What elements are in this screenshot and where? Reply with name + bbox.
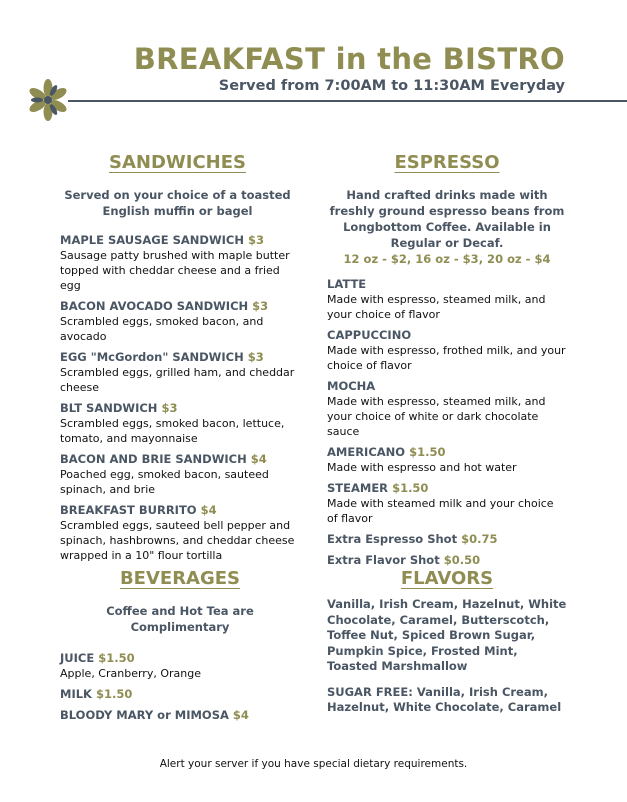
item-price: $3 [252,299,269,313]
dietary-note: Alert your server if you have special dietary requirements. [159,758,468,770]
item-name-text: MAPLE SAUSAGE SANDWICH [60,233,244,247]
menu-item-name [60,350,295,365]
menu-item-name [327,328,567,343]
flavor-list: Vanilla, Irish Cream, Hazelnut, White Chocolate, Caramel, Butterscotch, Toffee Nut, Spiced Brown Sugar, Pumpkin Spice, Frosted Mint, Toasted Marshmallow [327,597,567,673]
espresso-list [327,277,567,568]
item-name-text: BACON AVOCADO SANDWICH [60,299,249,313]
item-name-text: AMERICANO [327,445,406,459]
menu-item-name [60,452,295,467]
menu-item-name [327,379,567,394]
item-name-text: BLOODY MARY or MIMOSA [60,708,229,722]
item-name-text: CAPPUCCINO [327,328,412,342]
item-name-text: BLT SANDWICH [60,401,158,415]
item-price: $1.50 [95,687,133,701]
item-description: Sausage patty brushed with maple butter topped with cheddar cheese and a fried egg [60,249,290,292]
item-description: Scrambled eggs, smoked bacon, lettuce, tomato, and mayonnaise [60,417,285,445]
section-title: ESPRESSO [394,152,500,173]
menu-item [327,379,567,439]
menu-item-name [60,299,295,314]
beverage-list [60,651,300,723]
menu-item [60,651,300,681]
header-divider [68,100,627,102]
menu-item [60,687,300,702]
item-price: $3 [248,233,265,247]
item-name-text: STEAMER [327,481,389,495]
menu-title: BREAKFAST in the BISTRO [133,42,565,76]
menu-item [327,445,567,475]
item-price: $1.50 [98,651,135,665]
menu-hours: Served from 7:00AM to 11:30AM Everyday [218,78,565,94]
item-name-text: BREAKFAST BURRITO [60,503,197,517]
menu-item-name [60,233,295,248]
item-name-text: JUICE [60,651,95,665]
menu-item [60,233,295,293]
item-name-text: LATTE [327,277,367,291]
section-title: FLAVORS [400,568,494,589]
item-name-text: BACON AND BRIE SANDWICH [60,452,247,466]
item-price: $0.50 [443,553,481,567]
menu-item [60,503,295,563]
menu-item-name [60,503,295,518]
menu-item-name [60,708,300,723]
menu-item [60,452,295,497]
item-name-text: Extra Espresso Shot [327,532,458,546]
item-price: $3 [161,401,178,415]
menu-item [327,328,567,373]
section-title: BEVERAGES [119,568,241,589]
menu-item [327,532,567,547]
menu-item [60,708,300,723]
item-description: Scrambled eggs, grilled ham, and cheddar cheese [60,366,295,394]
menu-item-name [327,532,567,547]
flower-logo-icon [26,78,70,122]
menu-item [60,299,295,344]
item-description: Scrambled eggs, smoked bacon, and avocado [60,315,264,343]
sandwiches-section [60,152,295,569]
menu-item [327,277,567,322]
menu-item-name [327,553,567,568]
section-intro [327,187,567,267]
item-name-text: EGG "McGordon" SANDWICH [60,350,244,364]
section-intro: Served on your choice of a toasted English muffin or bagel [64,188,291,218]
section-intro: Coffee and Hot Tea are Complimentary [106,604,254,634]
item-price: $1.50 [392,481,429,495]
item-description: Made with espresso and hot water [327,461,517,474]
espresso-intro-text: Hand crafted drinks made with freshly ground espresso beans from Longbottom Coffee. Available in Regular or Decaf. [329,188,565,250]
espresso-section [327,152,567,574]
menu-item-name [327,445,567,460]
item-price: $3 [247,350,264,364]
menu-item-name [60,687,300,702]
menu-item [327,481,567,526]
item-price: $0.75 [461,532,498,546]
item-price: $4 [200,503,217,517]
item-price: $4 [232,708,249,722]
flavors-section [327,568,567,726]
menu-item [60,350,295,395]
item-description: Made with espresso, steamed milk, and your choice of flavor [327,293,546,321]
item-description: Scrambled eggs, sauteed bell pepper and spinach, hashbrowns, and cheddar cheese wrapped in a 10" flour tortilla [60,519,295,562]
menu-item-name [327,277,567,292]
item-description: Apple, Cranberry, Orange [60,667,201,680]
menu-item-name [60,401,295,416]
menu-item [60,401,295,446]
item-price: $4 [250,452,267,466]
espresso-sizes: 12 oz - $2, 16 oz - $3, 20 oz - $4 [343,252,551,266]
beverages-section [60,568,300,729]
item-description: Made with espresso, frothed milk, and your choice of flavor [327,344,566,372]
item-description: Poached egg, smoked bacon, sauteed spinach, and brie [60,468,269,496]
item-name-text: Extra Flavor Shot [327,553,440,567]
item-description: Made with steamed milk and your choice of flavor [327,497,554,525]
item-name-text: MOCHA [327,379,376,393]
sandwich-list [60,233,295,563]
menu-item-name [327,481,567,496]
section-title: SANDWICHES [109,152,246,173]
item-price: $1.50 [409,445,446,459]
item-description: Made with espresso, steamed milk, and your choice of white or dark chocolate sauce [327,395,546,438]
menu-item-name [60,651,300,666]
item-name-text: MILK [60,687,92,701]
menu-item [327,553,567,568]
sugar-free-list: SUGAR FREE: Vanilla, Irish Cream, Hazelnut, White Chocolate, Caramel [327,684,562,714]
